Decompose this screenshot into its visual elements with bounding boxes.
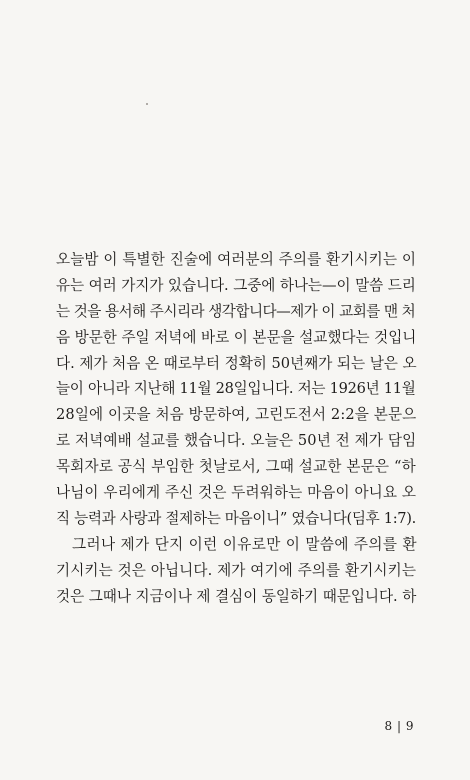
text-line: 목회자로 공식 부임한 첫날로서, 그때 설교한 본문은 “하: [56, 458, 416, 476]
text-line: 유는 여러 가지가 있습니다. 그중에 하나는—이 말씀 드리: [56, 276, 416, 294]
text-line: 다. 제가 처음 온 때로부터 정확히 50년째가 되는 날은 오: [56, 354, 417, 372]
body-text: [56, 247, 416, 609]
text-line: 직 능력과 사랑과 절제하는 마음이니” 였습니다(딤후 1:7).: [56, 509, 416, 527]
text-line: 기시키는 것은 아닙니다. 제가 여기에 주의를 환기시키는: [56, 561, 417, 579]
page-number: 8 | 9: [384, 719, 414, 733]
text-line: 것은 그때나 지금이나 제 결심이 동일하기 때문입니다. 하: [56, 587, 417, 605]
text-line-paragraph-start: 그러나 제가 단지 이런 이유로만 이 말씀에 주의를 환: [72, 535, 417, 553]
text-line: 로 저녁예배 설교를 했습니다. 오늘은 50년 전 제가 담임: [56, 432, 417, 450]
text-line: 늘이 아니라 지난해 11월 28일입니다. 저는 1926년 11월: [56, 380, 416, 398]
text-line: 음 방문한 주일 저녁에 바로 이 본문을 설교했다는 것입니: [56, 328, 417, 346]
text-line: 나님이 우리에게 주신 것은 두려워하는 마음이 아니요 오: [56, 484, 417, 502]
ink-speck: [146, 103, 148, 105]
text-line: 28일에 이곳을 처음 방문하여, 고린도전서 2:2을 본문으: [56, 406, 417, 424]
text-line: 는 것을 용서해 주시리라 생각합니다—제가 이 교회를 맨 처: [56, 302, 416, 320]
text-line: 오늘밤 이 특별한 진술에 여러분의 주의를 환기시키는 이: [56, 251, 417, 268]
